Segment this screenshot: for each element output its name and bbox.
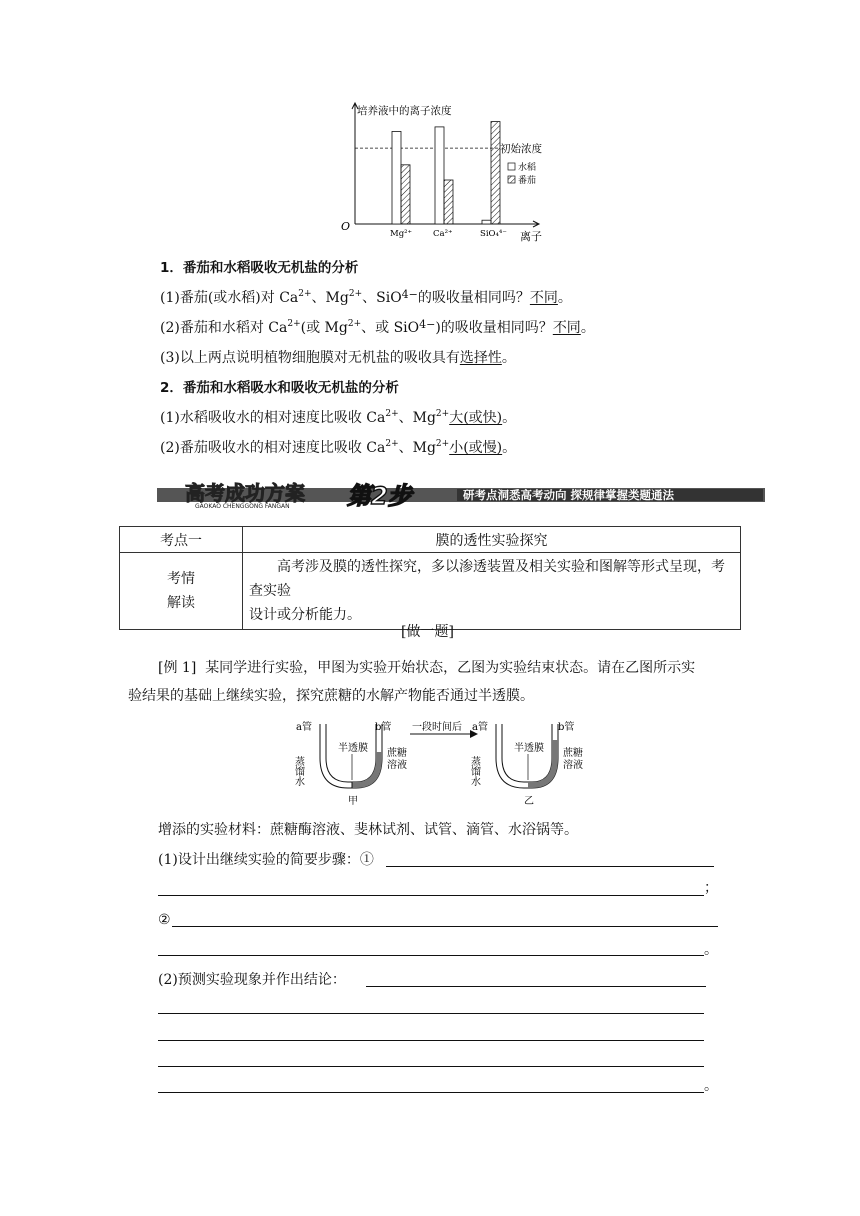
- answer-line-1[interactable]: [386, 866, 714, 867]
- answer-faster: 大(或快): [449, 410, 503, 426]
- step2-label: ②: [158, 912, 171, 928]
- origin-label: O: [341, 220, 351, 233]
- section2-q2: (2)番茄吸收水的相对速度比吸收 $Ca^{2+}$、$Mg^{2+}$小(或慢)。: [160, 439, 517, 456]
- table-row-text: 高考涉及膜的透性探究，多以渗透装置及相关实验和图解等形式呈现，考查实验 设计或分析能力。: [243, 553, 741, 630]
- answer-line-9[interactable]: [158, 1092, 704, 1093]
- u-tube-diagram: [290, 716, 600, 808]
- x-tick-label-2: SiO₄⁴⁻: [480, 229, 507, 239]
- svg-text:b管: b管: [375, 722, 392, 733]
- example-line1: [例 1] 某同学进行实验，甲图为实验开始状态，乙图为实验结束状态。请在乙图所示实: [158, 660, 696, 676]
- initial-concentration-label: 初始浓度: [500, 143, 542, 156]
- svg-text:乙: 乙: [524, 796, 534, 807]
- legend-swatch-0: [508, 163, 515, 170]
- svg-text:甲: 甲: [348, 796, 358, 807]
- table-header-left: 考点一: [120, 527, 243, 553]
- answer-different-1: 不同: [529, 290, 558, 306]
- semicolon: ；: [704, 880, 718, 896]
- diagram-yi: [469, 720, 584, 807]
- section2-heading: 2．番茄和水稻吸水和吸收无机盐的分析: [160, 380, 399, 396]
- answer-line-2[interactable]: [158, 895, 704, 896]
- answer-line-6[interactable]: [158, 1013, 704, 1014]
- table-row-label: 考情 解读: [120, 553, 243, 630]
- bar-2-0: [482, 220, 491, 224]
- diagram-arrow: [410, 720, 478, 738]
- sucrose-label-1: 蔗糖溶液: [387, 748, 407, 771]
- section1-q2: (2)番茄和水稻对 $Ca^{2+}$(或 $Mg^{2+}$、或 SiO$^{4-}$)的吸收量相同吗？不同。: [160, 318, 595, 336]
- diagram-jia: [293, 720, 408, 807]
- banner-slogan: 研考点洞悉高考动向 探规律掌握类题通法: [463, 488, 675, 502]
- ion-concentration-chart: [310, 100, 560, 250]
- x-axis-label: 离子: [520, 230, 542, 243]
- answer-line-5[interactable]: [366, 986, 706, 987]
- answer-line-4[interactable]: [158, 955, 704, 956]
- svg-text:蒸馏水: 蒸馏水: [292, 756, 304, 786]
- answer-line-8[interactable]: [158, 1066, 704, 1067]
- x-tick-label-1: Ca²⁺: [433, 229, 453, 239]
- exam-point-table: [119, 526, 741, 630]
- section1-heading: 1．番茄和水稻吸收无机盐的分析: [160, 260, 359, 276]
- answer-line-7[interactable]: [158, 1040, 704, 1041]
- legend-label-0: 水稻: [518, 163, 537, 173]
- table-header-right: 膜的透性实验探究: [243, 527, 741, 553]
- svg-text:蒸馏水: 蒸馏水: [468, 756, 480, 786]
- banner-step: 第2步: [347, 482, 412, 510]
- section1-q3: (3)以上两点说明植物细胞膜对无机盐的吸收具有选择性。: [160, 350, 516, 366]
- banner-title: 高考成功方案: [185, 481, 305, 505]
- svg-text:半透膜: 半透膜: [338, 743, 368, 754]
- answer-line-3[interactable]: [172, 926, 718, 927]
- section-banner: [157, 480, 765, 510]
- sucrose-label-2: 蔗糖溶液: [563, 748, 583, 771]
- legend-swatch-1: [508, 176, 515, 183]
- svg-text:a管: a管: [296, 722, 312, 733]
- answer-selectivity: 选择性: [459, 350, 502, 366]
- legend-label-1: 番茄: [518, 176, 537, 186]
- bar-1-0: [435, 127, 444, 224]
- answer-different-2: 不同: [552, 320, 581, 336]
- svg-text:一段时间后: 一段时间后: [412, 722, 462, 733]
- period-2: 。: [704, 1078, 718, 1094]
- bar-2-1: [491, 122, 500, 224]
- svg-text:a管: a管: [472, 722, 488, 733]
- example-tag: [例 1]: [158, 660, 197, 676]
- do-one-heading: [做一题]: [401, 624, 454, 640]
- answer-slower: 小(或慢): [449, 440, 503, 456]
- x-tick-label-0: Mg²⁺: [390, 229, 413, 239]
- bar-0-1: [401, 165, 410, 224]
- banner-pinyin: GAOKAO CHENGGONG FANGAN: [195, 503, 290, 510]
- svg-text:半透膜: 半透膜: [514, 743, 544, 754]
- bar-0-0: [392, 131, 401, 224]
- y-axis-label: 培养液中的离子浓度: [357, 105, 452, 117]
- section2-q1: (1)水稻吸收水的相对速度比吸收 $Ca^{2+}$、$Mg^{2+}$大(或快)。: [160, 409, 517, 426]
- svg-text:b管: b管: [558, 722, 575, 733]
- question2-label: (2)预测实验现象并作出结论：: [158, 972, 346, 988]
- example-line2: 验结果的基础上继续实验，探究蔗糖的水解产物能否通过半透膜。: [128, 688, 534, 704]
- period-1: 。: [704, 942, 718, 958]
- materials-text: 增添的实验材料：蔗糖酶溶液、斐林试剂、试管、滴管、水浴锅等。: [158, 822, 578, 838]
- question1-label: (1)设计出继续实验的简要步骤：①: [158, 852, 374, 868]
- bar-1-1: [444, 180, 453, 224]
- section1-q1: (1)番茄(或水稻)对 $Ca^{2+}$、$Mg^{2+}$、SiO$^{4-}$的吸收量相同吗？不同。: [160, 288, 572, 306]
